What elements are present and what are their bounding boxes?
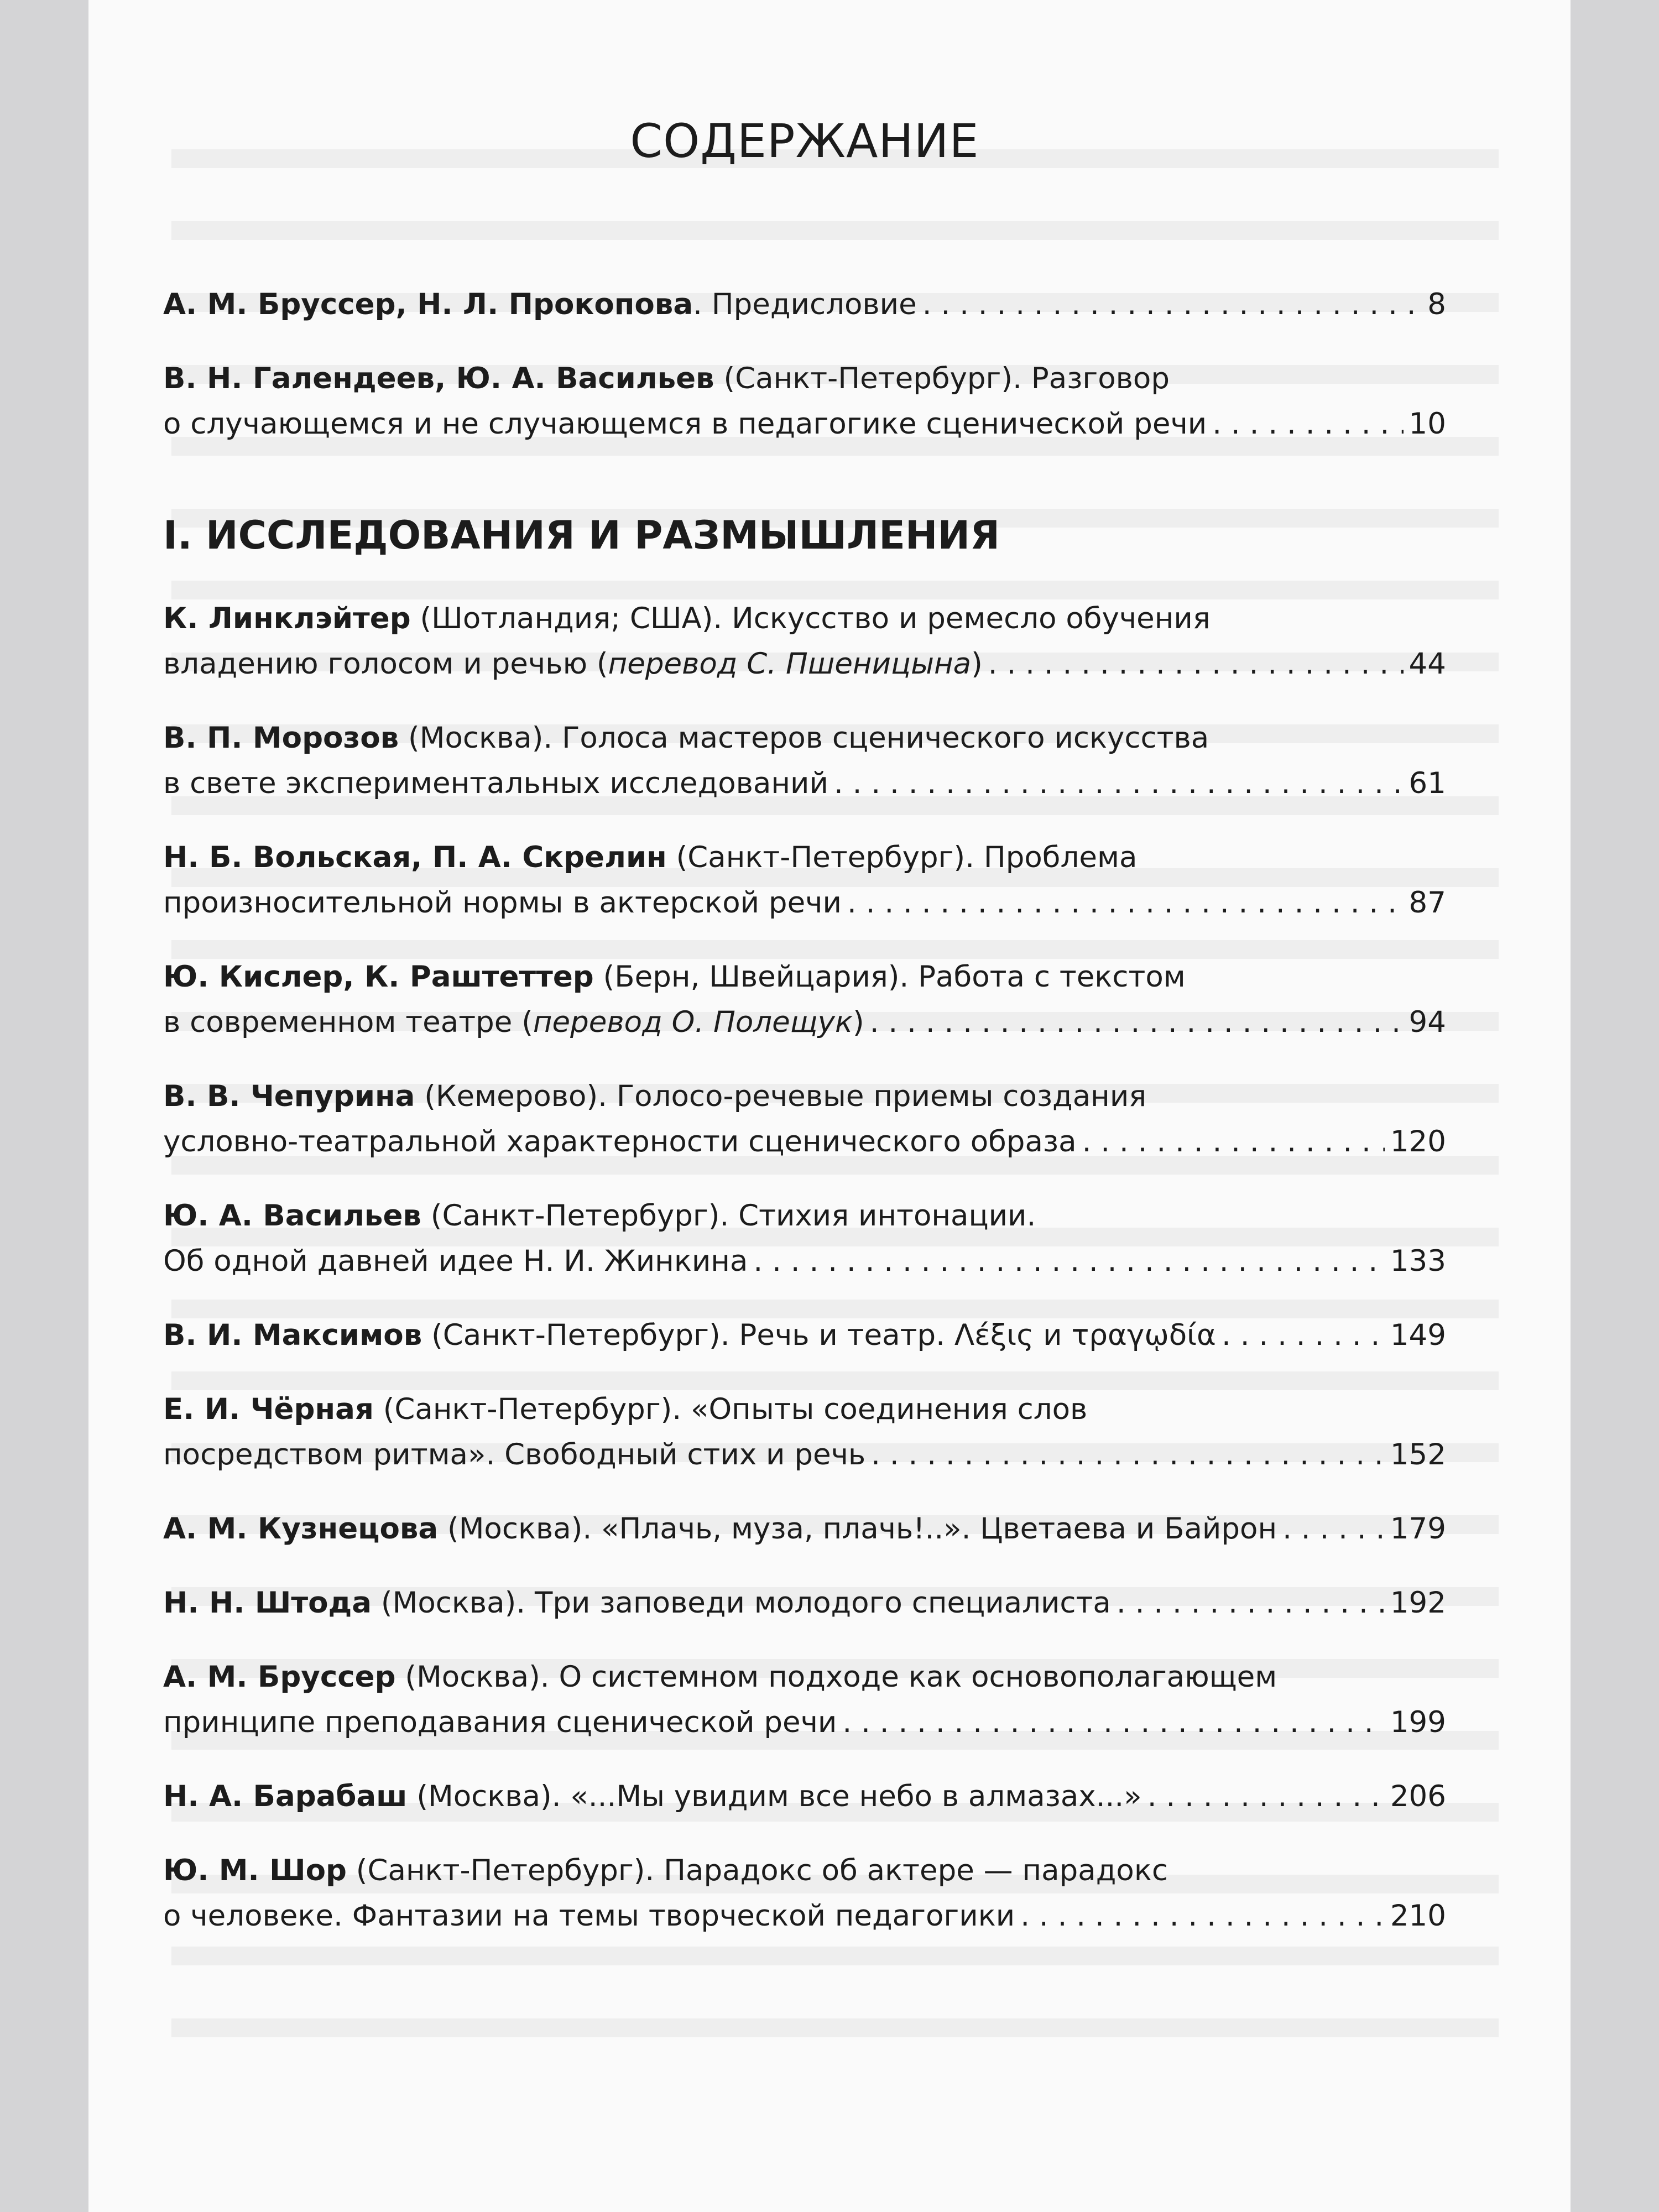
toc-line [163, 1506, 1446, 1552]
dot-leader [1117, 1580, 1385, 1626]
toc-line [163, 1432, 1446, 1478]
toc-entry [163, 1387, 1446, 1478]
dot-leader [1147, 1774, 1385, 1819]
entry-authors: В. П. Морозов [163, 721, 399, 755]
toc-line [163, 1774, 1446, 1819]
toc-entry [163, 954, 1446, 1045]
toc-entry [163, 1848, 1446, 1939]
book-page [88, 0, 1571, 2212]
toc-entry-preface [163, 282, 1446, 327]
entry-title: (Санкт-Петербург). Речь и театр. Λέξις и τραγῳδία [422, 1318, 1216, 1352]
entry-authors: Е. И. Чёрная [163, 1392, 374, 1426]
entry-page-number: 192 [1390, 1586, 1446, 1620]
entry-authors: Ю. Кислер, К. Раштеттер [163, 960, 594, 994]
toc-line [163, 1580, 1446, 1626]
section-title: I. ИССЛЕДОВАНИЯ И РАЗМЫШЛЕНИЯ [163, 513, 1000, 558]
toc-line [163, 596, 1446, 641]
entry-authors: Н. Б. Вольская, П. А. Скрелин [163, 841, 667, 874]
entry-authors: В. И. Максимов [163, 1318, 422, 1352]
toc-line [163, 1655, 1446, 1700]
entry-authors: А. М. Бруссер, Н. Л. Прокопова [163, 288, 693, 321]
entry-page-number: 152 [1390, 1438, 1446, 1472]
toc-line [163, 1848, 1446, 1893]
toc-entry [163, 1074, 1446, 1165]
toc-entry [163, 1313, 1446, 1358]
entry-title: (Санкт-Петербург). Стихия интонации. [421, 1199, 1036, 1233]
toc-line [163, 1193, 1446, 1239]
toc-line [163, 1700, 1446, 1745]
entry-title-cont: принципе преподавания сценической речи [163, 1705, 837, 1739]
entry-authors: Ю. М. Шор [163, 1854, 347, 1887]
dot-leader [1212, 401, 1403, 447]
entry-title: . Предисловие [693, 288, 917, 321]
toc-entry [163, 1580, 1446, 1626]
entry-title-cont: посредством ритма». Свободный стих и речь [163, 1438, 866, 1472]
entry-title-cont: владению голосом и речью ( [163, 647, 608, 681]
entry-title-cont: условно-театральной характерности сценического образа [163, 1125, 1077, 1159]
entry-translator: перевод О. Полещук [533, 1005, 853, 1039]
toc-line [163, 954, 1446, 1000]
toc-line [163, 641, 1446, 687]
entry-title-cont: произносительной нормы в актерской речи [163, 886, 842, 920]
entry-title: (Берн, Швейцария). Работа с текстом [593, 960, 1186, 994]
dot-leader [870, 1000, 1404, 1045]
toc-line [163, 356, 1446, 401]
toc-entry [163, 1506, 1446, 1552]
toc-line [163, 880, 1446, 926]
entry-page-number: 94 [1408, 1005, 1446, 1039]
dot-leader [847, 880, 1404, 926]
toc-entry [163, 1193, 1446, 1284]
entry-title-close: ) [971, 647, 983, 681]
entry-page-number: 206 [1390, 1780, 1446, 1813]
page-title: СОДЕРЖАНИЕ [630, 114, 979, 168]
entry-authors: В. Н. Галендеев, Ю. А. Васильев [163, 362, 714, 395]
dot-leader [988, 641, 1404, 687]
entry-translator: перевод С. Пшеницына [608, 647, 972, 681]
toc-line [163, 401, 1446, 447]
toc-line [163, 716, 1446, 761]
toc-line [163, 1119, 1446, 1165]
toc-entry [163, 716, 1446, 806]
entry-title: (Москва). Голоса мастеров сценического искусства [399, 721, 1209, 755]
entry-title: (Санкт-Петербург). Проблема [666, 841, 1138, 874]
entry-title: (Санкт-Петербург). Разговор [714, 362, 1170, 395]
toc-line [163, 761, 1446, 806]
dot-leader [1282, 1506, 1385, 1552]
entry-authors: В. В. Чепурина [163, 1079, 415, 1113]
toc-line [163, 1313, 1446, 1358]
entry-title-cont: в современном театре ( [163, 1005, 533, 1039]
section-entries [163, 596, 1446, 1939]
dot-leader [871, 1432, 1385, 1478]
entry-authors: Ю. А. Васильев [163, 1199, 421, 1233]
toc-entry [163, 596, 1446, 687]
dot-leader [1222, 1313, 1385, 1358]
toc-line [163, 282, 1446, 327]
entry-authors: А. М. Кузнецова [163, 1512, 439, 1546]
entry-page-number: 149 [1390, 1318, 1446, 1352]
entry-authors: К. Линклэйтер [163, 602, 411, 635]
entry-page-number: 10 [1408, 407, 1446, 441]
entry-title: (Москва). «...Мы увидим все небо в алмазах...» [407, 1780, 1142, 1813]
entry-title-cont: о случающемся и не случающемся в педагогике сценической речи [163, 407, 1207, 441]
entry-title: (Москва). Три заповеди молодого специалиста [372, 1586, 1111, 1620]
toc-line [163, 1387, 1446, 1432]
entry-page-number: 199 [1390, 1705, 1446, 1739]
toc-line [163, 1074, 1446, 1119]
entry-title: (Москва). О системном подходе как основополагающем [395, 1660, 1277, 1694]
entry-title: (Кемерово). Голосо-речевые приемы создания [415, 1079, 1147, 1113]
dot-leader [922, 282, 1422, 327]
toc-line [163, 835, 1446, 880]
entry-page-number: 44 [1408, 647, 1446, 681]
entry-title-cont: в свете экспериментальных исследований [163, 766, 828, 800]
toc-line [163, 1000, 1446, 1045]
toc-entry [163, 835, 1446, 926]
entry-page-number: 210 [1390, 1899, 1446, 1933]
dot-leader [834, 761, 1404, 806]
entry-title: (Москва). «Плачь, муза, плачь!..». Цветаева и Байрон [438, 1512, 1277, 1546]
dot-leader [842, 1700, 1384, 1745]
entry-authors: Н. А. Барабаш [163, 1780, 408, 1813]
table-of-contents [163, 111, 1446, 1968]
entry-title-cont: Об одной давней идее Н. И. Жинкина [163, 1244, 748, 1278]
toc-line [163, 1239, 1446, 1284]
entry-title-close: ) [853, 1005, 864, 1039]
entry-page-number: 61 [1408, 766, 1446, 800]
entry-title: (Санкт-Петербург). «Опыты соединения слов [373, 1392, 1088, 1426]
entry-page-number: 87 [1408, 886, 1446, 920]
entry-page-number: 133 [1390, 1244, 1446, 1278]
dot-leader [1020, 1893, 1385, 1939]
toc-entry-conversation [163, 356, 1446, 447]
toc-entry [163, 1774, 1446, 1819]
dot-leader [1082, 1119, 1385, 1165]
entry-page-number: 8 [1427, 288, 1446, 321]
entry-title-cont: о человеке. Фантазии на темы творческой педагогики [163, 1899, 1015, 1933]
entry-title: (Санкт-Петербург). Парадокс об актере — парадокс [346, 1854, 1168, 1887]
toc-line [163, 1893, 1446, 1939]
entry-authors: А. М. Бруссер [163, 1660, 396, 1694]
toc-entry [163, 1655, 1446, 1745]
entry-title: (Шотландия; США). Искусство и ремесло обучения [410, 602, 1211, 635]
entry-page-number: 179 [1390, 1512, 1446, 1546]
dot-leader [753, 1239, 1384, 1284]
entry-authors: Н. Н. Штода [163, 1586, 372, 1620]
entry-page-number: 120 [1390, 1125, 1446, 1159]
